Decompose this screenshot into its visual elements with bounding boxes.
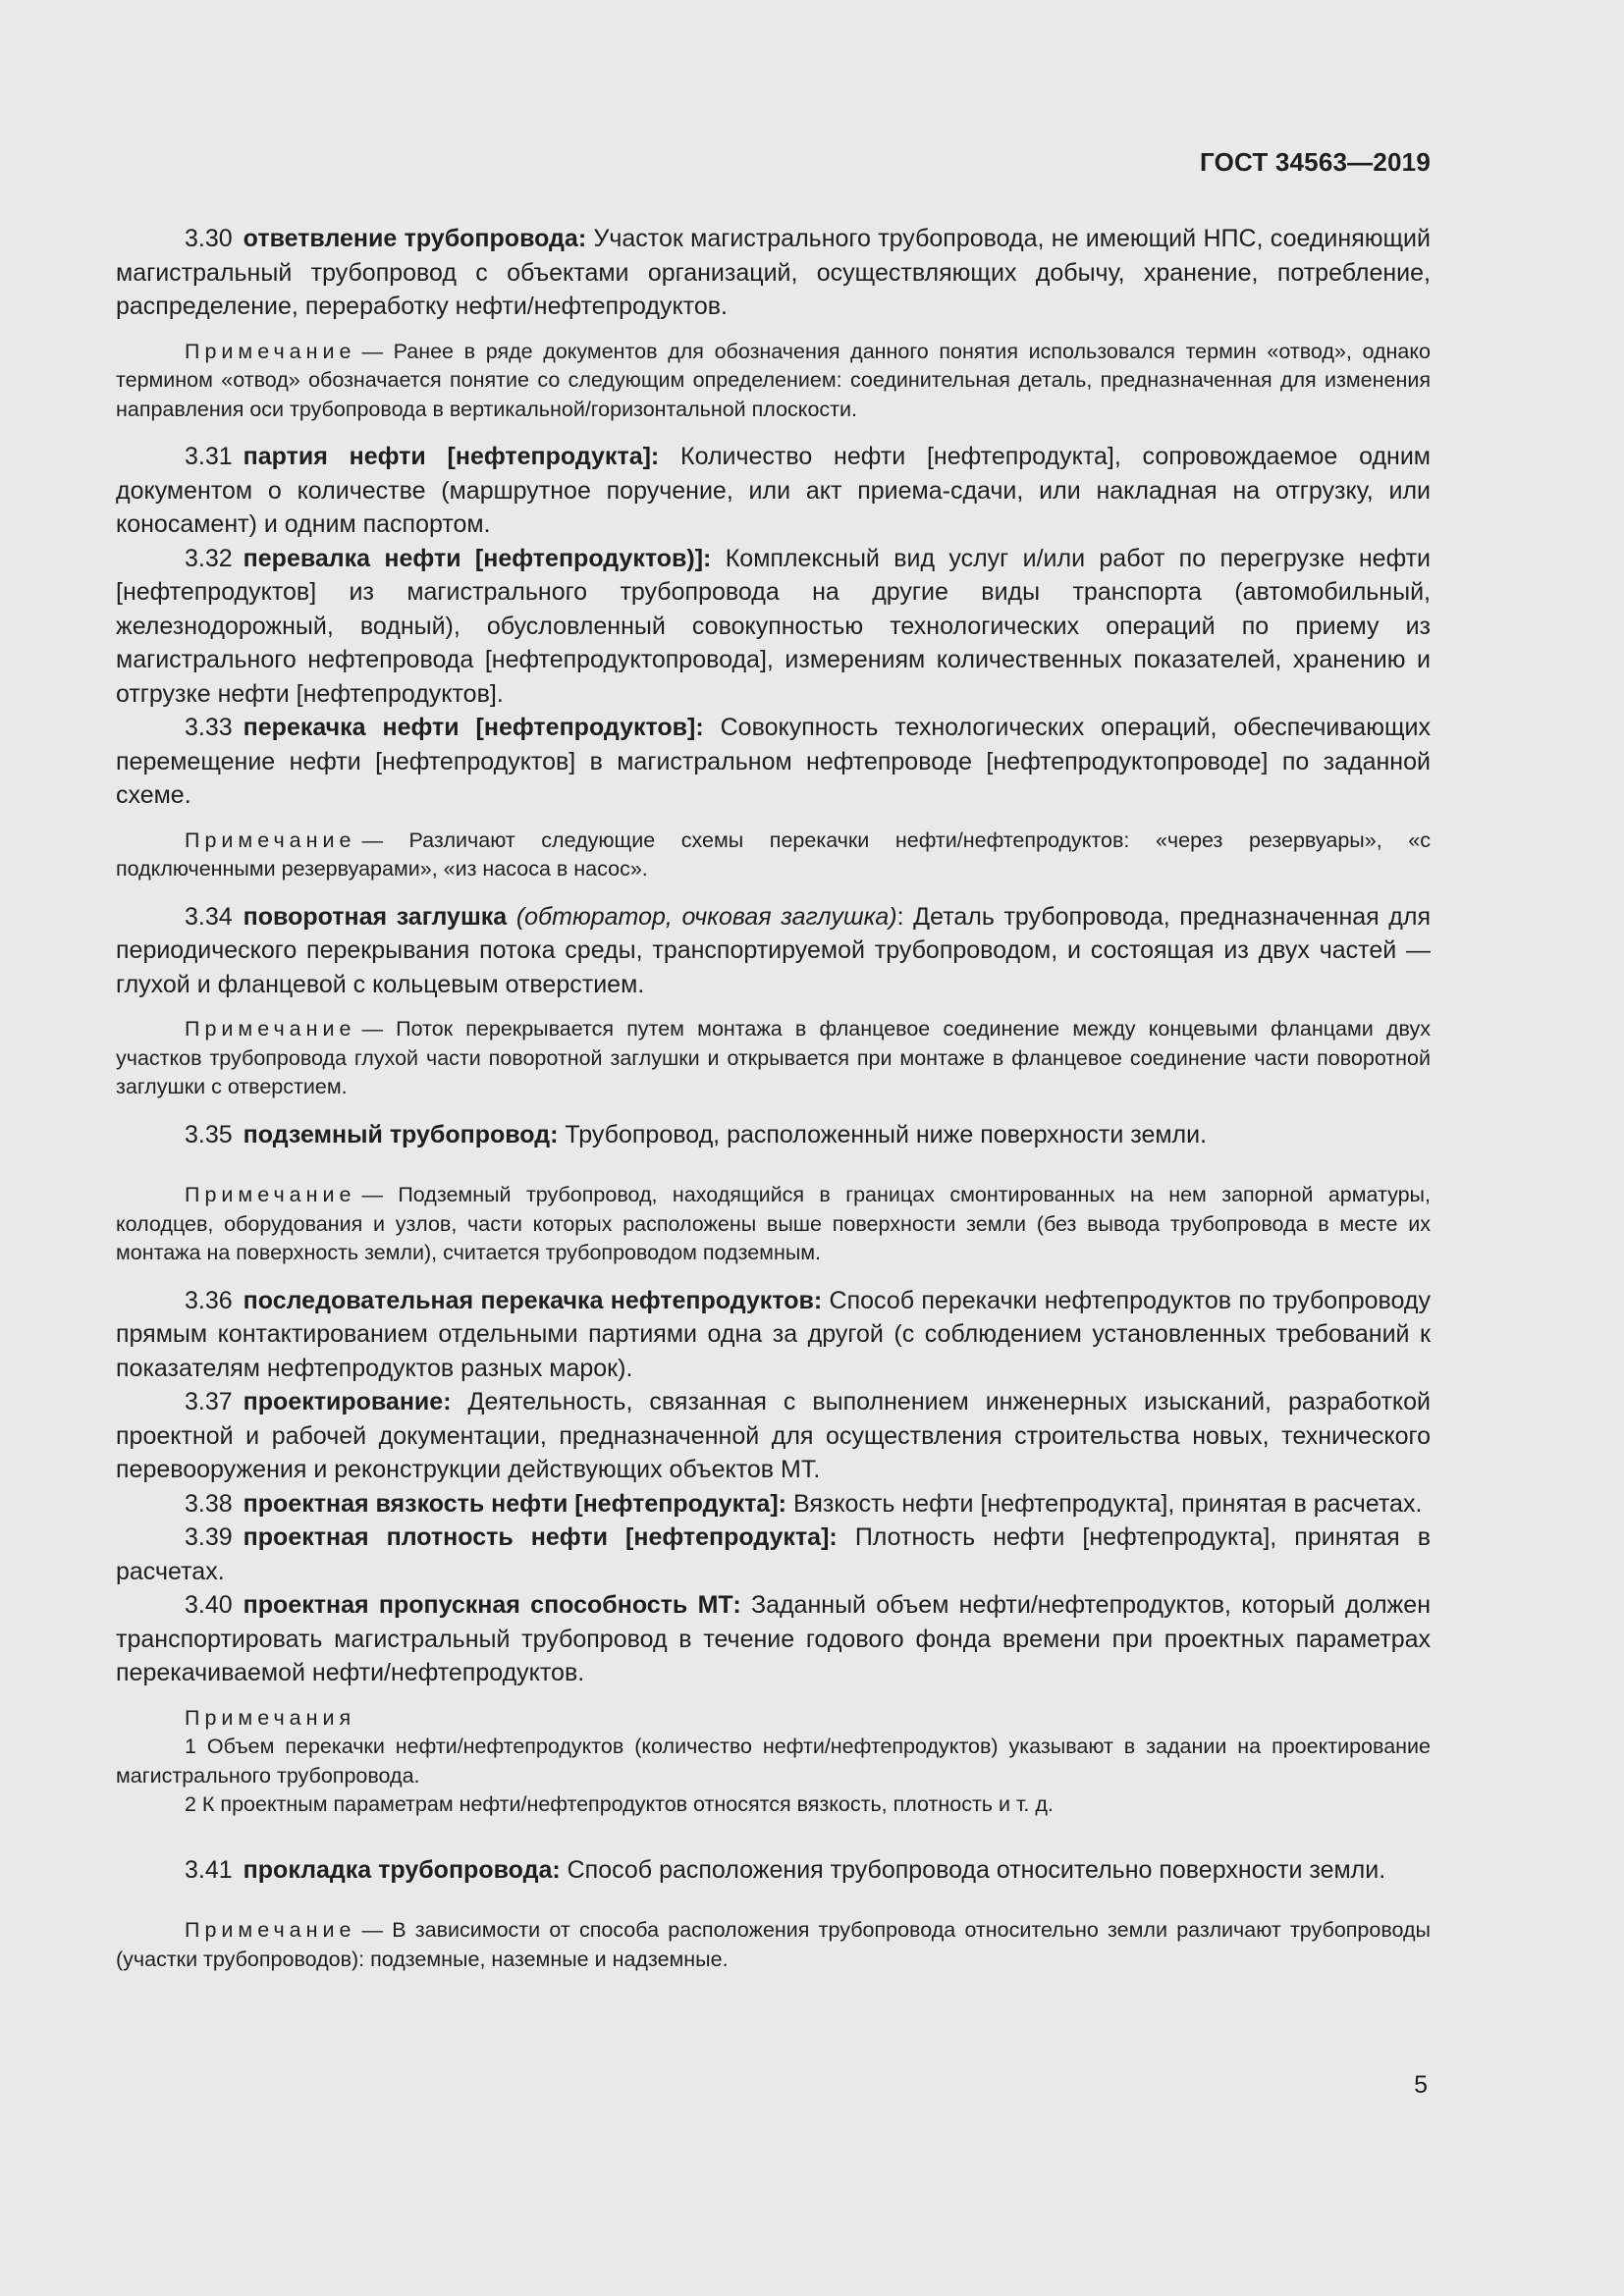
note (116, 1181, 1431, 1268)
document-code: ГОСТ 34563—2019 (1200, 147, 1431, 177)
term-name: перекачка нефти [нефтепродуктов]: (243, 714, 704, 741)
term-entry (116, 440, 1431, 542)
term-definition: Количество нефти [нефтепродукта], сопровождаемое одним документом о количестве (маршрутное поручение, или акт приема-сдачи, или накладная на отгрузку, или коносамент) и одним паспортом. (116, 443, 1431, 538)
term-number: 3.39 (185, 1523, 233, 1551)
term-name: проектная плотность нефти [нефтепродукта]: (243, 1523, 838, 1551)
term-entry (116, 1588, 1431, 1690)
term-entry (116, 222, 1431, 324)
term-definition: Способ перекачки нефтепродуктов по трубопроводу прямым контактированием отдельными партиями одна за другой (с соблюдением установленных требований к показателям нефтепродуктов разных марок). (116, 1286, 1431, 1382)
term-number: 3.35 (185, 1120, 233, 1148)
note-text: — Подземный трубопровод, находящийся в границах смонтированных на нем запорной арматуры, колодцев, оборудования и узлов, части которых расположены выше поверхности земли (без вывода трубопровода в месте их монтажа на поверхность земли), считается трубопроводом подземным. (116, 1183, 1431, 1264)
term-definition: Деятельность, связанная с выполнением инженерных изысканий, разработкой проектной и рабочей документации, предназначенной для осуществления строительства новых, технического перевооружения и реконструкции действующих объектов МТ. (116, 1388, 1431, 1483)
term-alternatives: (обтюратор, очковая заглушка) (515, 902, 897, 931)
term-number: 3.30 (185, 225, 233, 252)
term-number: 3.38 (185, 1489, 233, 1518)
term-entry (116, 711, 1431, 813)
term-entry (116, 1521, 1431, 1588)
term-definition: Плотность нефти [нефтепродукта], принятая в расчетах. (116, 1523, 1432, 1585)
term-number: 3.33 (185, 714, 233, 741)
term-definition: : Деталь трубопровода, предназначенная для периодического перекрывания потока среды, транспортируемой трубопроводом, и состоящая из двух частей — глухой и фланцевой с кольцевым отверстием. (116, 902, 1432, 998)
page-number: 5 (1414, 2071, 1428, 2099)
term-name: поворотная заглушка (243, 902, 508, 931)
term-number: 3.32 (185, 544, 233, 572)
term-number: 3.34 (185, 902, 233, 931)
note-text: — Ранее в ряде документов для обозначения данного понятия использовался термин «отвод», однако термином «отвод» обозначается понятие со следующим определением: соединительная деталь, предназначенная для изменения направления оси трубопровода в вертикальной/горизонтальной плоскости. (116, 339, 1431, 421)
note (116, 827, 1431, 884)
term-entry (116, 1853, 1431, 1888)
document-body (116, 222, 1431, 1974)
notes-label: Примечания (185, 1705, 356, 1730)
term-name: перевалка нефти [нефтепродуктов)]: (243, 544, 712, 572)
term-name: прокладка трубопровода: (243, 1855, 561, 1884)
term-definition: Трубопровод, расположенный ниже поверхности земли. (565, 1120, 1208, 1148)
note-item: 2 К проектным параметрам нефти/нефтепродуктов относятся вязкость, плотность и т. д. (185, 1792, 1054, 1816)
note (116, 1015, 1431, 1102)
note-label: Примечание (185, 339, 356, 363)
term-name: проектная вязкость нефти [нефтепродукта]: (243, 1489, 786, 1518)
note-label: Примечание (185, 1918, 356, 1942)
note (116, 338, 1431, 425)
term-name: проектная пропускная способность МТ: (243, 1591, 741, 1619)
term-entry (116, 1385, 1431, 1487)
term-number: 3.36 (185, 1286, 233, 1314)
term-number: 3.41 (185, 1855, 233, 1884)
note-text: — Поток перекрывается путем монтажа в фланцевое соединение между концевыми фланцами двух участков трубопровода глухой части поворотной заглушки и открывается при монтаже в фланцевое соединение части поворотной заглушки с отверстием. (116, 1017, 1431, 1098)
term-definition: Комплексный вид услуг и/или работ по перегрузке нефти [нефтепродуктов] из магистрального трубопровода на другие виды транспорта (автомобильный, железнодорожный, водный), обусловленный совокупностью технологических операций по приему из магистрального нефтепровода [нефтепродуктопровода], измерениям количественных показателей, хранению и отгрузке нефти [нефтепродуктов]. (116, 544, 1431, 708)
term-number: 3.37 (185, 1388, 233, 1415)
term-definition: Совокупность технологических операций, обеспечивающих перемещение нефти [нефтепродуктов] в магистральном нефтепроводе [нефтепродуктопроводе] по заданной схеме. (116, 714, 1431, 809)
term-entry (116, 542, 1431, 712)
term-definition: Вязкость нефти [нефтепродукта], принятая в расчетах. (792, 1489, 1423, 1518)
term-name: последовательная перекачка нефтепродуктов: (243, 1286, 823, 1314)
term-name: партия нефти [нефтепродукта]: (243, 443, 660, 470)
note (116, 1916, 1431, 1974)
term-entry (116, 1118, 1431, 1152)
note-label: Примечание (185, 828, 356, 852)
note-item: 1 Объем перекачки нефти/нефтепродуктов (количество нефти/нефтепродуктов) указывают в задании на проектирование магистрального трубопровода. (116, 1735, 1431, 1788)
term-name: подземный трубопровод: (243, 1120, 559, 1148)
term-entry (116, 900, 1431, 1002)
note-text: — В зависимости от способа расположения трубопровода относительно земли различают трубопроводы (участки трубопроводов): подземные, наземные и надземные. (116, 1918, 1431, 1971)
term-entry (116, 1284, 1431, 1386)
term-name: проектирование: (243, 1388, 452, 1415)
term-definition: Участок магистрального трубопровода, не имеющий НПС, соединяющий магистральный трубопровод с объектами организаций, осуществляющих добычу, хранение, потребление, распределение, переработку нефти/нефтепродуктов. (116, 225, 1431, 320)
term-number: 3.31 (185, 443, 233, 470)
term-definition: Заданный объем нефти/нефтепродуктов, который должен транспортировать магистральный трубопровод в течение годового фонда времени при проектных параметрах перекачиваемой нефти/нефтепродуктов. (116, 1591, 1431, 1686)
term-definition: Способ расположения трубопровода относительно поверхности земли. (567, 1855, 1386, 1884)
note-label: Примечание (185, 1017, 356, 1041)
note-label: Примечание (185, 1183, 356, 1206)
term-name: ответвление трубопровода: (243, 225, 587, 252)
term-entry (116, 1487, 1431, 1522)
note-text: — Различают следующие схемы перекачки нефти/нефтепродуктов: «через резервуары», «с подключенными резервуарами», «из насоса в насос». (116, 828, 1431, 881)
term-number: 3.40 (185, 1591, 233, 1619)
